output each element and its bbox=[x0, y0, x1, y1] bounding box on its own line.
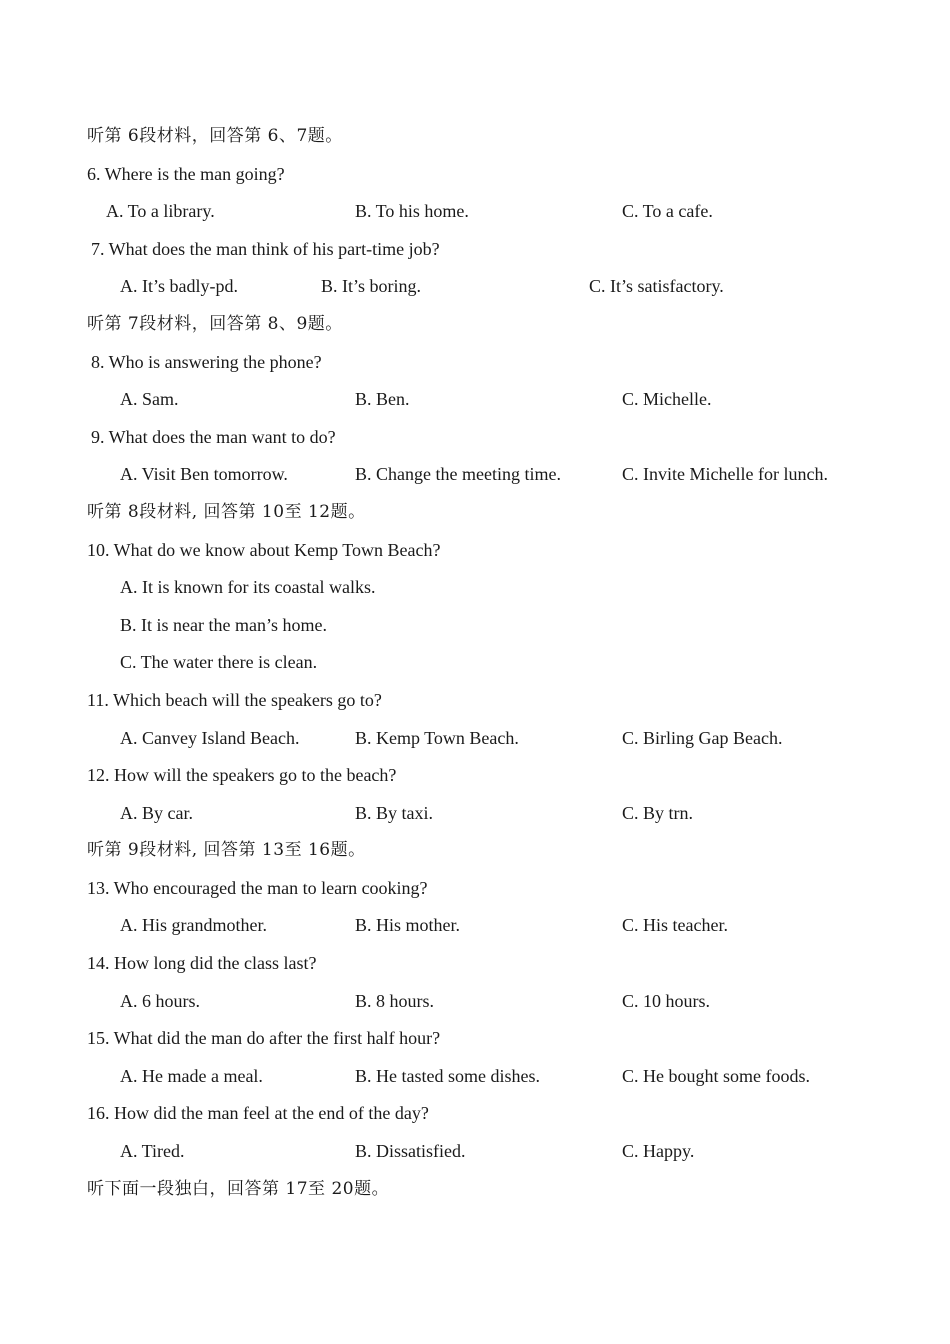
option-9c: C. Invite Michelle for lunch. bbox=[622, 464, 828, 485]
option-9b: B. Change the meeting time. bbox=[355, 464, 561, 485]
option-12c: C. By trn. bbox=[622, 802, 694, 823]
option-16b: B. Dissatisfied. bbox=[355, 1141, 466, 1162]
section-header-6: 听第 6段材料，回答第 6、7题。 bbox=[87, 126, 343, 146]
option-11c: C. Birling Gap Beach. bbox=[622, 727, 783, 748]
options-row-14 bbox=[87, 983, 907, 1021]
question-15: 15. What did the man do after the first half hour? bbox=[87, 1028, 441, 1049]
options-row-16 bbox=[87, 1133, 907, 1171]
options-row-7 bbox=[87, 268, 907, 306]
option-15a: A. He made a meal. bbox=[120, 1065, 263, 1086]
option-8a: A. Sam. bbox=[120, 389, 179, 410]
listening-section bbox=[87, 118, 907, 1208]
option-11b: B. Kemp Town Beach. bbox=[355, 727, 519, 748]
option-15c: C. He bought some foods. bbox=[622, 1065, 810, 1086]
option-15b: B. He tasted some dishes. bbox=[355, 1065, 540, 1086]
option-11a: A. Canvey Island Beach. bbox=[120, 727, 300, 748]
option-16c: C. Happy. bbox=[622, 1141, 695, 1162]
option-13b: B. His mother. bbox=[355, 915, 461, 936]
option-12a: A. By car. bbox=[120, 802, 193, 823]
option-16a: A. Tired. bbox=[120, 1141, 185, 1162]
question-13: 13. Who encouraged the man to learn cooking? bbox=[87, 877, 428, 898]
options-row-15 bbox=[87, 1058, 907, 1096]
options-row-12 bbox=[87, 795, 907, 833]
option-8b: B. Ben. bbox=[355, 389, 410, 410]
option-10a: A. It is known for its coastal walks. bbox=[120, 577, 376, 598]
options-row-11 bbox=[87, 720, 907, 758]
question-10: 10. What do we know about Kemp Town Beach? bbox=[87, 539, 441, 560]
question-8: 8. Who is answering the phone? bbox=[91, 351, 322, 372]
option-9a: A. Visit Ben tomorrow. bbox=[120, 464, 288, 485]
question-14: 14. How long did the class last? bbox=[87, 953, 317, 974]
option-7a: A. It’s badly-pd. bbox=[120, 276, 238, 297]
section-header-10: 听下面一段独白，回答第 17至 20题。 bbox=[87, 1178, 390, 1199]
option-10b: B. It is near the man’s home. bbox=[120, 614, 327, 635]
question-16: 16. How did the man feel at the end of the day? bbox=[87, 1103, 429, 1124]
options-row-8 bbox=[87, 381, 907, 419]
option-14a: A. 6 hours. bbox=[120, 990, 200, 1011]
options-row-9 bbox=[87, 456, 907, 494]
section-header-7: 听第 7段材料，回答第 8、9题。 bbox=[87, 313, 343, 334]
question-9: 9. What does the man want to do? bbox=[91, 426, 336, 447]
option-13c: C. His teacher. bbox=[622, 915, 728, 936]
option-7c: C. It’s satisfactory. bbox=[589, 276, 724, 297]
option-6c: C. To a cafe. bbox=[622, 201, 713, 222]
option-6a: A. To a library. bbox=[106, 201, 215, 222]
question-7: 7. What does the man think of his part-time job? bbox=[91, 238, 440, 259]
option-14b: B. 8 hours. bbox=[355, 990, 435, 1011]
option-10c: C. The water there is clean. bbox=[120, 652, 318, 673]
option-7b: B. It’s boring. bbox=[321, 276, 422, 297]
section-header-8: 听第 8段材料, 回答第 10至 12题。 bbox=[87, 501, 366, 522]
option-14c: C. 10 hours. bbox=[622, 990, 711, 1011]
question-12: 12. How will the speakers go to the beach? bbox=[87, 765, 397, 786]
section-header-9: 听第 9段材料, 回答第 13至 16题。 bbox=[87, 840, 366, 861]
option-12b: B. By taxi. bbox=[355, 802, 434, 823]
option-8c: C. Michelle. bbox=[622, 389, 712, 410]
question-11: 11. Which beach will the speakers go to? bbox=[87, 689, 382, 710]
options-row-6 bbox=[87, 193, 907, 231]
option-13a: A. His grandmother. bbox=[120, 915, 267, 936]
option-6b: B. To his home. bbox=[355, 201, 469, 222]
options-row-13 bbox=[87, 907, 907, 945]
question-6: 6. Where is the man going? bbox=[87, 163, 285, 184]
